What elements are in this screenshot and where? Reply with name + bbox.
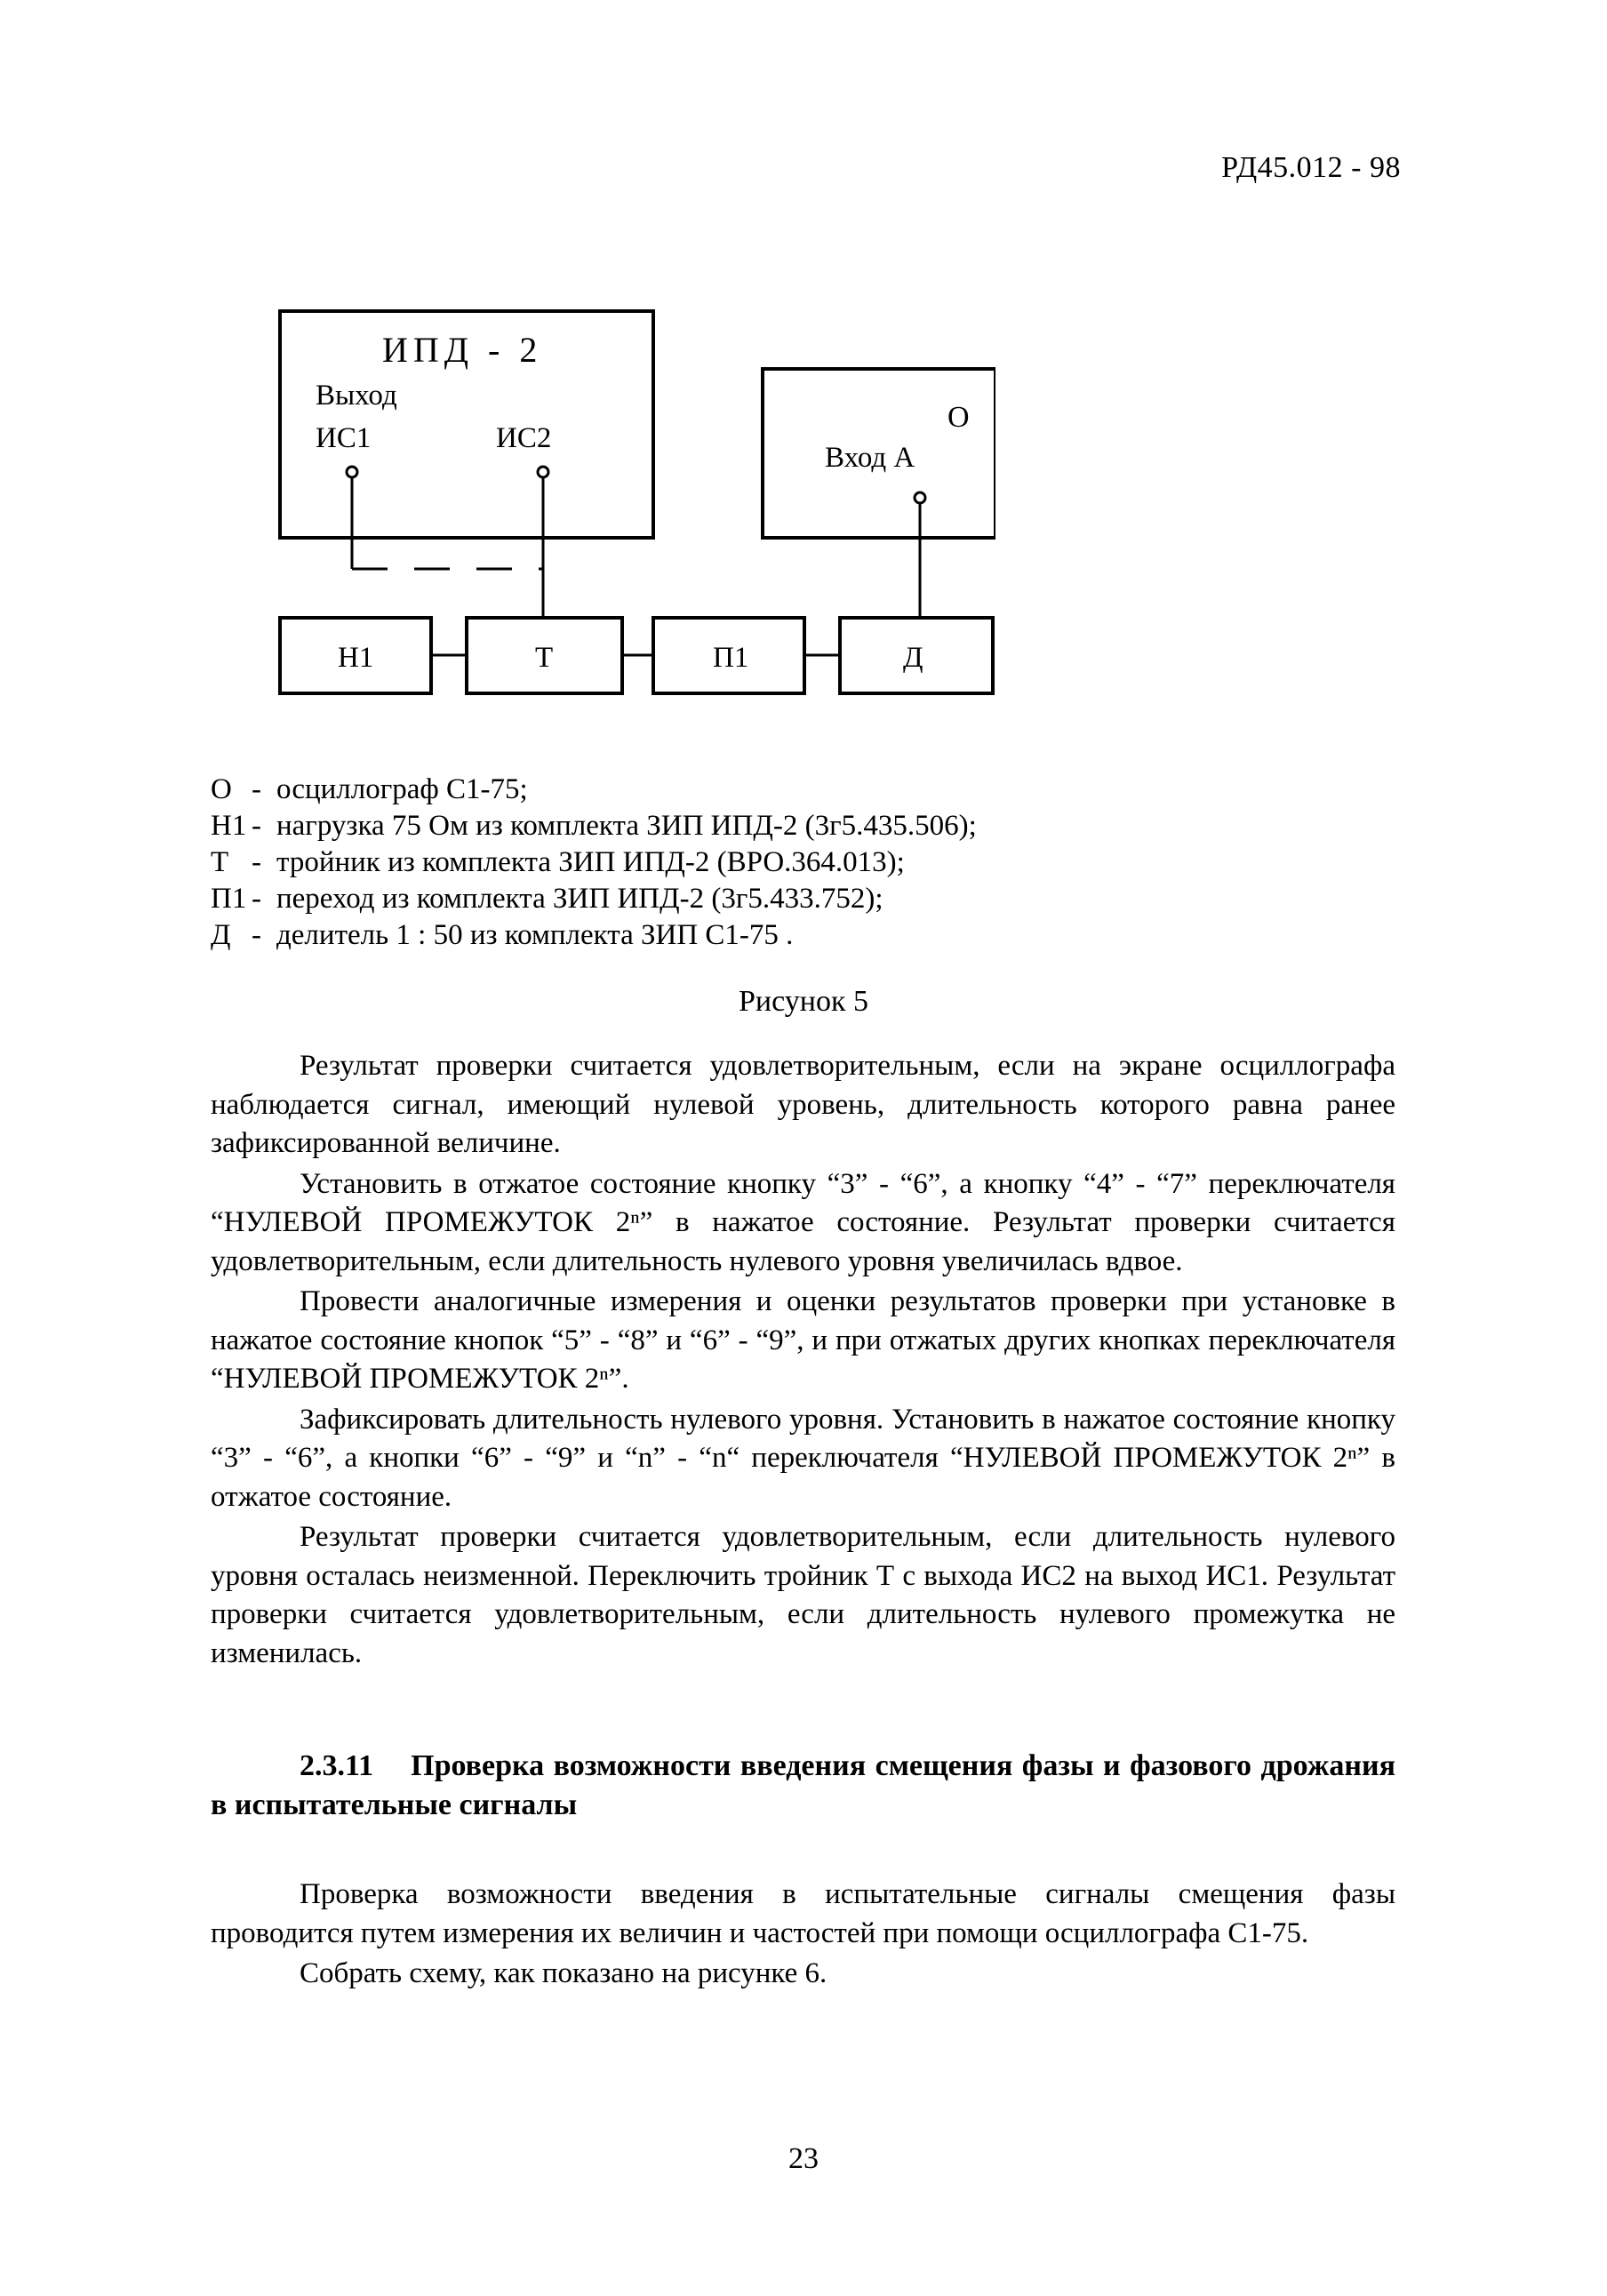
legend-item: Д - делитель 1 : 50 из комплекта ЗИП С1-75 . bbox=[211, 919, 794, 951]
section-number: 2.3.11 bbox=[300, 1749, 374, 1782]
paragraph: Зафиксировать длительность нулевого уровня. Установить в нажатое состояние кнопку “3” - “6”, а кнопки “6” - “9” и “n” - “n“ переключателя “НУЛЕВОЙ ПРОМЕЖУТОК 2ⁿ” в отжатое состояние. bbox=[211, 1403, 1395, 1513]
block-d-label: Д bbox=[903, 642, 923, 674]
legend-item: Н1 - нагрузка 75 Ом из комплекта ЗИП ИПД-2 (3г5.435.506); bbox=[211, 810, 977, 842]
is2-terminal bbox=[538, 467, 548, 477]
paragraph: Результат проверки считается удовлетворительным, если на экране осциллографа наблюдается сигнал, имеющий нулевой уровень, длительность которого равна ранее зафиксированной величине. bbox=[211, 1050, 1395, 1159]
ipd2-title: ИПД - 2 bbox=[382, 330, 543, 370]
ipd2-port-is2: ИС2 bbox=[496, 422, 552, 454]
paragraph: Провести аналогичные измерения и оценки результатов проверки при установке в нажатое состояние кнопок “5” - “8” и “6” - “9”, и при отжатых других кнопках переключателя “НУЛЕВОЙ ПРОМЕЖУТОК 2ⁿ”. bbox=[211, 1285, 1395, 1395]
legend-item: Т - тройник из комплекта ЗИП ИПД-2 (ВРО.364.013); bbox=[211, 846, 905, 878]
oscilloscope-letter: О bbox=[947, 401, 970, 434]
paragraph: Результат проверки считается удовлетворительным, если длительность нулевого уровня осталась неизменной. Переключить тройник Т с выхода ИС2 на выход ИС1. Результат проверки считается удовлетворительным, если длительность нулевого промежутка не изменилась. bbox=[211, 1521, 1395, 1669]
ipd2-port-is1: ИС1 bbox=[316, 422, 372, 454]
legend-item: П1 - переход из комплекта ЗИП ИПД-2 (3г5.433.752); bbox=[211, 883, 883, 915]
paragraph: Проверка возможности введения в испытательные сигналы смещения фазы проводится путем измерения их величин и частостей при помощи осциллографа С1-75. bbox=[211, 1878, 1395, 1949]
block-t-label: Т bbox=[535, 642, 554, 674]
page-number: 23 bbox=[788, 2142, 819, 2175]
paragraph: Установить в отжатое состояние кнопку “3” - “6”, а кнопку “4” - “7” переключателя “НУЛЕВОЙ ПРОМЕЖУТОК 2ⁿ” в нажатое состояние. Результат проверки считается удовлетворительным, если длительность нулевого уровня увеличилась вдвое. bbox=[211, 1167, 1395, 1277]
block-p1-label: П1 bbox=[713, 642, 749, 674]
block-h1-label: Н1 bbox=[338, 642, 374, 674]
input-a-terminal bbox=[915, 492, 925, 503]
figure-caption: Рисунок 5 bbox=[739, 985, 868, 1018]
document-code: РД45.012 - 98 bbox=[1221, 151, 1401, 184]
section-heading bbox=[211, 1747, 1395, 1825]
connection-schematic bbox=[267, 307, 995, 707]
oscilloscope-input-label: Вход А bbox=[825, 442, 915, 474]
body-text bbox=[211, 1047, 1395, 1675]
section-title: Проверка возможности введения смещения фазы и фазового дрожания в испытательные сигналы bbox=[211, 1749, 1395, 1821]
legend-item: О - осциллограф С1-75; bbox=[211, 773, 528, 805]
paragraph: Собрать схему, как показано на рисунке 6. bbox=[300, 1957, 827, 1989]
is1-terminal bbox=[347, 467, 357, 477]
figure-legend bbox=[211, 772, 977, 954]
section-body-text bbox=[211, 1876, 1395, 1996]
ipd2-output-label: Выход bbox=[316, 380, 397, 412]
